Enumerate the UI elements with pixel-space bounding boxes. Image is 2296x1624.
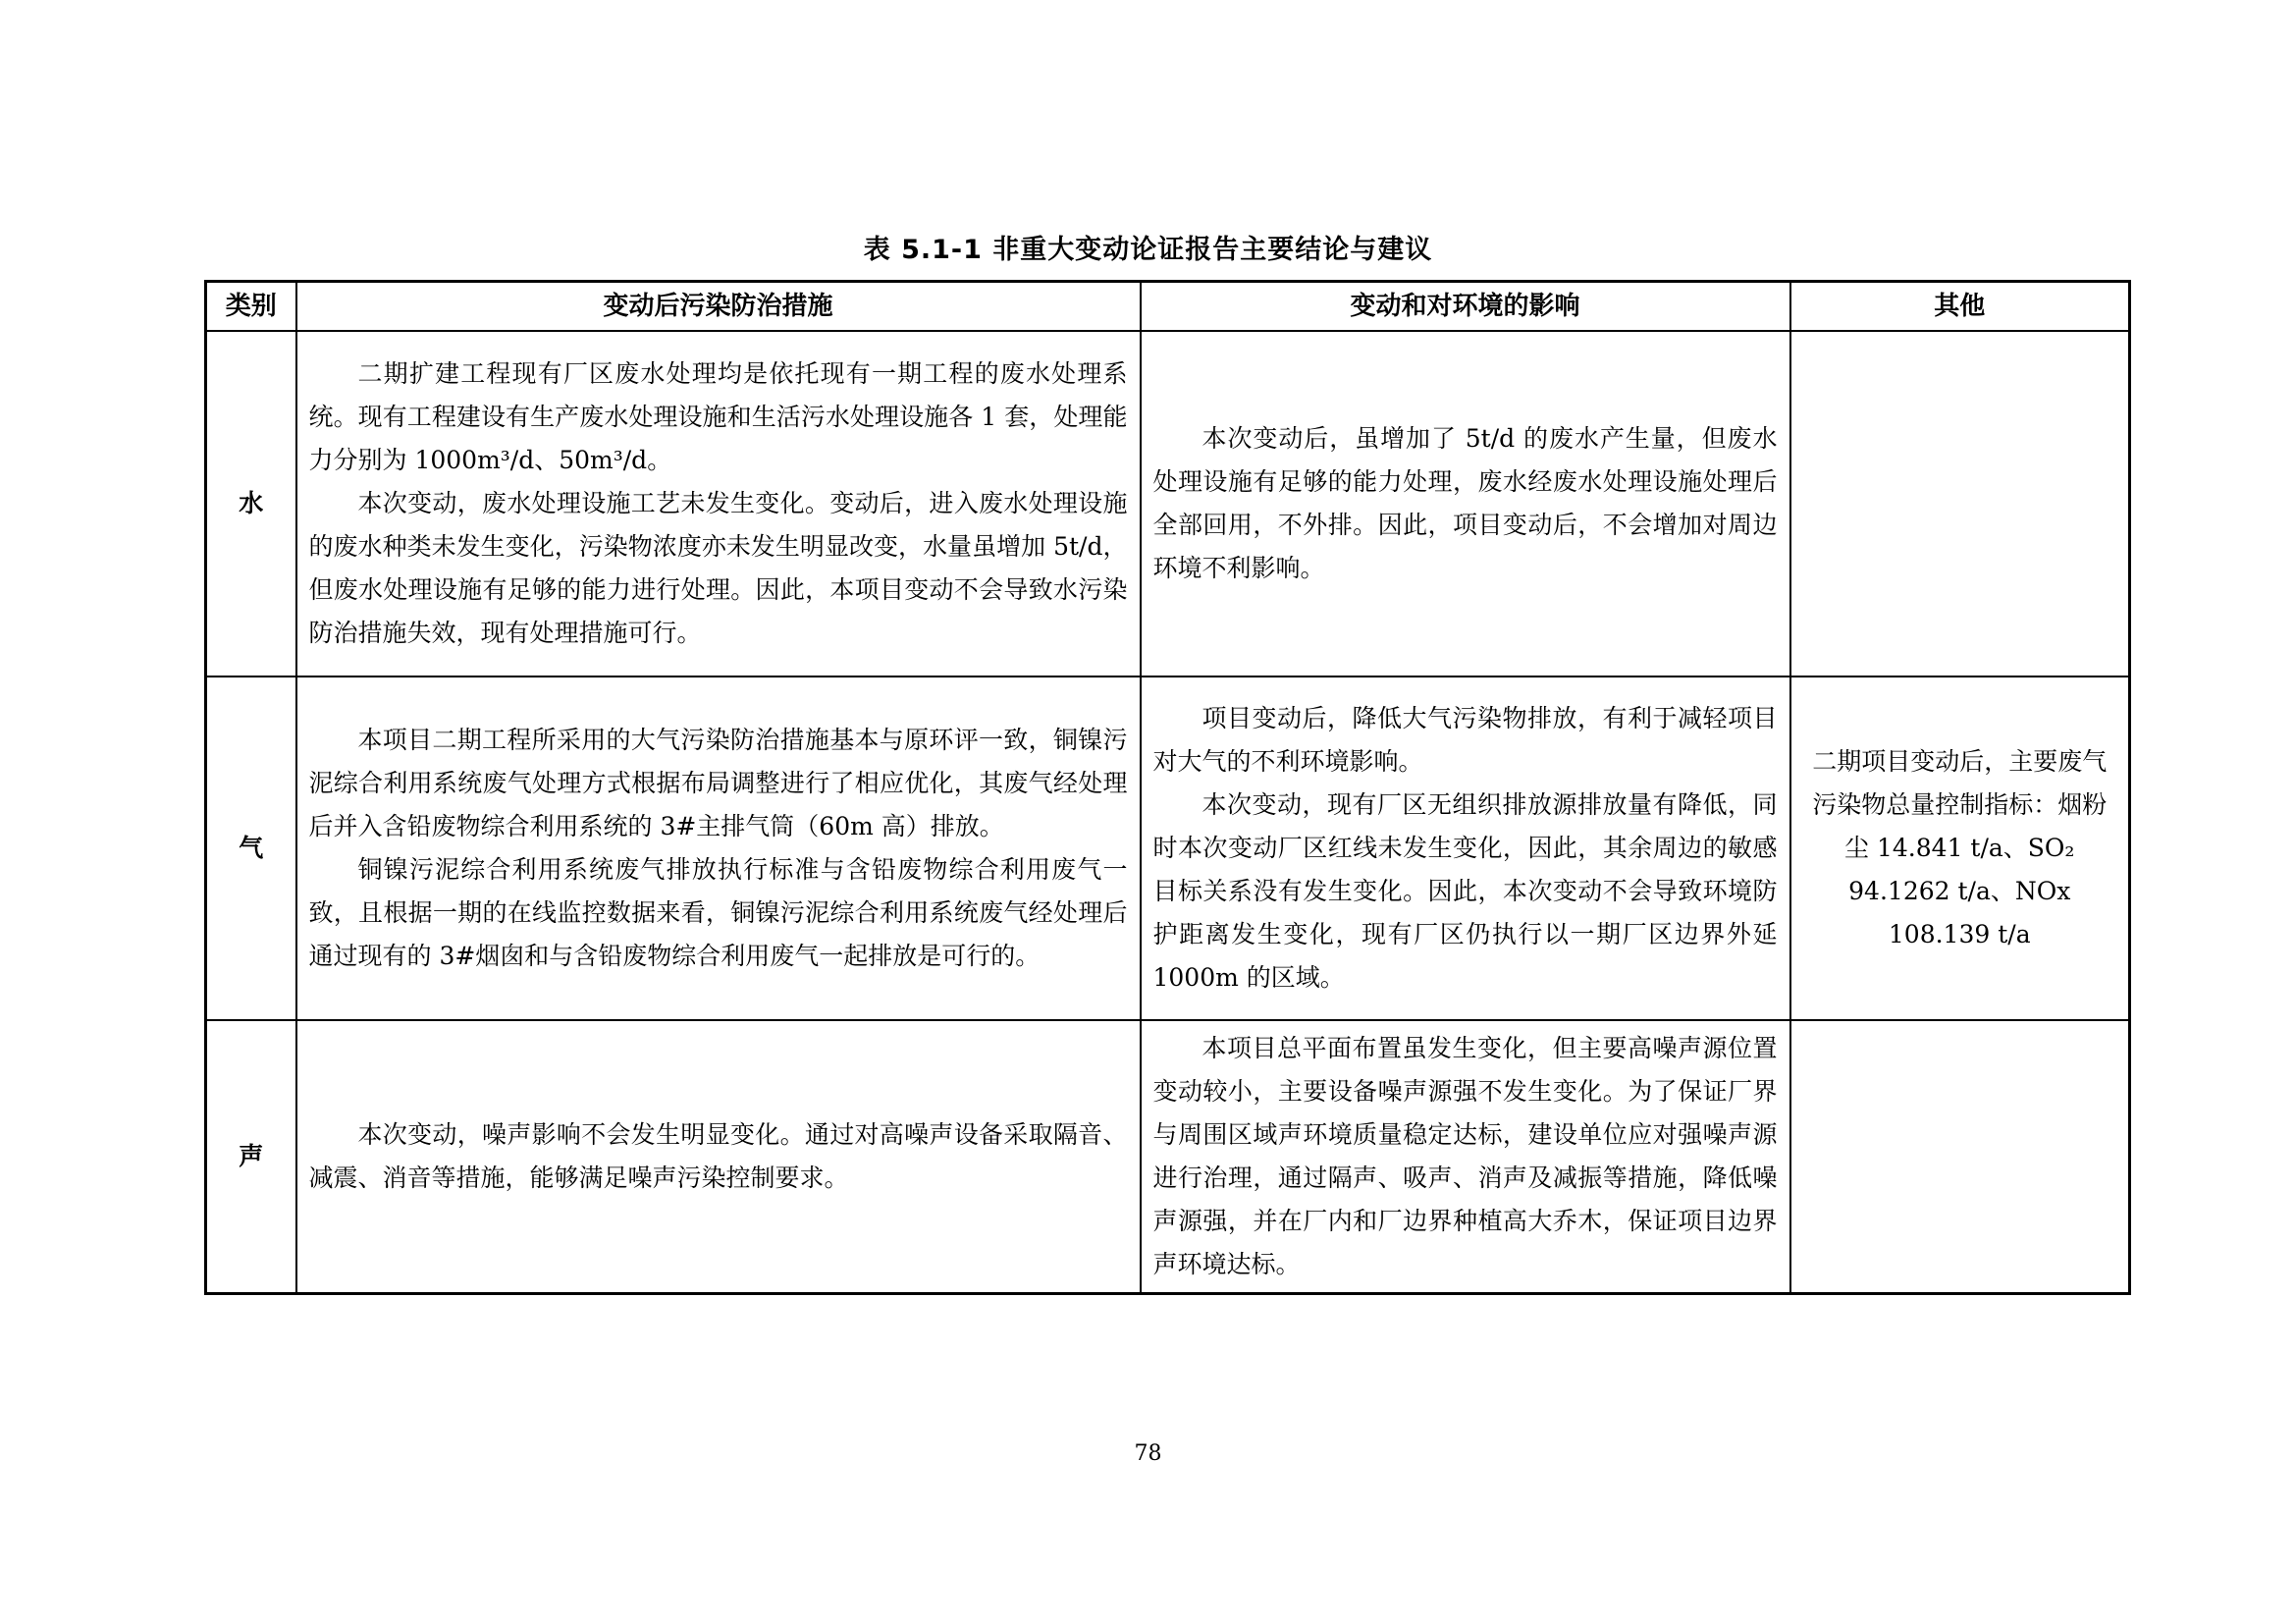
- category-cell: 声: [206, 1020, 296, 1294]
- measures-paragraph: 铜镍污泥综合利用系统废气排放执行标准与含铅废物综合利用废气一致，且根据一期的在线监控数据来看，铜镍污泥综合利用系统废气经处理后通过现有的 3#烟囱和与含铅废物综合利用废气一起排放是可行的。: [308, 855, 1128, 970]
- conclusions-table: [204, 280, 2131, 1295]
- measures-cell: [296, 1020, 1141, 1294]
- measures-paragraph: 本次变动，废水处理设施工艺未发生变化。变动后，进入废水处理设施的废水种类未发生变化，污染物浓度亦未发生明显改变，水量虽增加 5t/d，但废水处理设施有足够的能力进行处理。因此，本项目变动不会导致水污染防治措施失效，现有处理措施可行。: [308, 489, 1128, 647]
- table-caption: 表 5.1-1 非重大变动论证报告主要结论与建议: [863, 235, 1433, 265]
- table-row-noise: [206, 1020, 2130, 1294]
- header-other: 其他: [1790, 282, 2130, 332]
- measures-paragraph: 本项目二期工程所采用的大气污染防治措施基本与原环评一致，铜镍污泥综合利用系统废气处理方式根据布局调整进行了相应优化，其废气经处理后并入含铅废物综合利用系统的 3#主排气筒（60m 高）排放。: [308, 726, 1128, 840]
- page-number: 78: [1134, 1441, 1162, 1466]
- measures-paragraph: 二期扩建工程现有厂区废水处理均是依托现有一期工程的废水处理系统。现有工程建设有生产废水处理设施和生活污水处理设施各 1 套，处理能力分别为 1000m³/d、50m³/d。: [308, 359, 1128, 474]
- impact-paragraph: 项目变动后，降低大气污染物排放，有利于减轻项目对大气的不利环境影响。: [1152, 704, 1778, 776]
- impact-paragraph: 本次变动，现有厂区无组织排放源排放量有降低，同时本次变动厂区红线未发生变化，因此，其余周边的敏感目标关系没有发生变化。因此，本次变动不会导致环境防护距离发生变化，现有厂区仍执行以一期厂区边界外延 1000m 的区域。: [1152, 790, 1778, 992]
- measures-paragraph: 本次变动，噪声影响不会发生明显变化。通过对高噪声设备采取隔音、减震、消音等措施，能够满足噪声污染控制要求。: [308, 1120, 1128, 1192]
- impact-cell: [1141, 1020, 1790, 1294]
- table-row-water: [206, 331, 2130, 677]
- table-header-row: [206, 282, 2130, 332]
- impact-cell: [1141, 677, 1790, 1020]
- other-cell: [1790, 331, 2130, 677]
- impact-paragraph: 本项目总平面布置虽发生变化，但主要高噪声源位置变动较小，主要设备噪声源强不发生变化。为了保证厂界与周围区域声环境质量稳定达标，建设单位应对强噪声源进行治理，通过隔声、吸声、消声及减振等措施，降低噪声源强，并在厂内和厂边界种植高大乔木，保证项目边界声环境达标。: [1152, 1034, 1778, 1278]
- measures-cell: [296, 677, 1141, 1020]
- category-cell: 水: [206, 331, 296, 677]
- measures-cell: [296, 331, 1141, 677]
- header-measures: 变动后污染防治措施: [296, 282, 1141, 332]
- header-category: 类别: [206, 282, 296, 332]
- other-cell: [1790, 1020, 2130, 1294]
- category-cell: 气: [206, 677, 296, 1020]
- impact-cell: [1141, 331, 1790, 677]
- header-impact: 变动和对环境的影响: [1141, 282, 1790, 332]
- other-cell: 二期项目变动后，主要废气污染物总量控制指标：烟粉尘 14.841 t/a、SO₂ 94.1262 t/a、NOx 108.139 t/a: [1790, 677, 2130, 1020]
- table-row-air: [206, 677, 2130, 1020]
- impact-paragraph: 本次变动后，虽增加了 5t/d 的废水产生量，但废水处理设施有足够的能力处理，废水经废水处理设施处理后全部回用，不外排。因此，项目变动后，不会增加对周边环境不利影响。: [1152, 424, 1778, 582]
